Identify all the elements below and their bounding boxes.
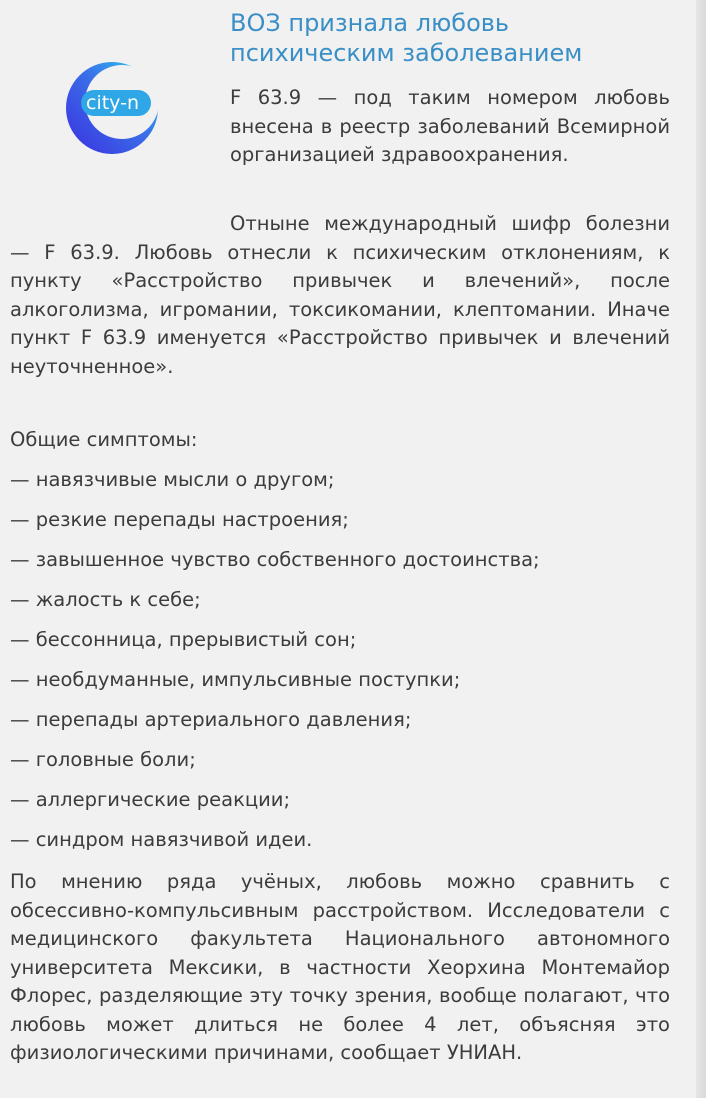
symptoms-heading: Общие симптомы: (10, 428, 198, 451)
symptom-item: — аллергические реакции; (10, 788, 291, 811)
symptom-item: — завышенное чувство собственного достоинства; (10, 548, 540, 571)
paragraph-1-text: Отныне международный шифр болезни — F 63.9. Любовь отнесли к психическим отклонениям, к пункту «Расстройство привычек и влечений», после алкоголизма, игромании, токсикомании, клептомании. Иначе пункт F 63.9 именуется «Расстройство привычек и влечений неуточненное». (10, 212, 670, 378)
symptom-item: — бессонница, прерывистый сон; (10, 628, 357, 651)
logo-text: city-n (86, 92, 139, 114)
article-lead: F 63.9 — под таким номером любовь внесена в реестр заболеваний Всемирной организацией здравоохранения. (230, 86, 670, 166)
article-paragraph-1 (10, 210, 670, 381)
symptoms-list (10, 466, 670, 866)
symptom-item: — необдуманные, импульсивные поступки; (10, 668, 461, 691)
symptom-item: — резкие перепады настроения; (10, 508, 349, 531)
symptom-item: — жалость к себе; (10, 588, 201, 611)
symptom-item: — синдром навязчивой идеи. (10, 828, 313, 851)
city-n-logo-icon (60, 58, 190, 162)
symptom-item: — перепады артериального давления; (10, 708, 412, 731)
scroll-edge (696, 0, 706, 1098)
article-paragraph-2: По мнению ряда учёных, любовь можно сравнить с обсессивно-компульсивным расстройством. Исследователи с медицинского факультета Национального автономного университета Мексики, в частности Хеорхина Монтемайор Флорес, разделяющие эту точку зрения, вообще полагают, что любовь может длиться не более 4 лет, объясняя это физиологическими причинами, сообщает УНИАН. (10, 870, 670, 1064)
article-title: ВОЗ признала любовь психическим заболеванием (230, 9, 583, 67)
symptom-item: — головные боли; (10, 748, 196, 771)
symptom-item: — навязчивые мысли о другом; (10, 468, 335, 491)
